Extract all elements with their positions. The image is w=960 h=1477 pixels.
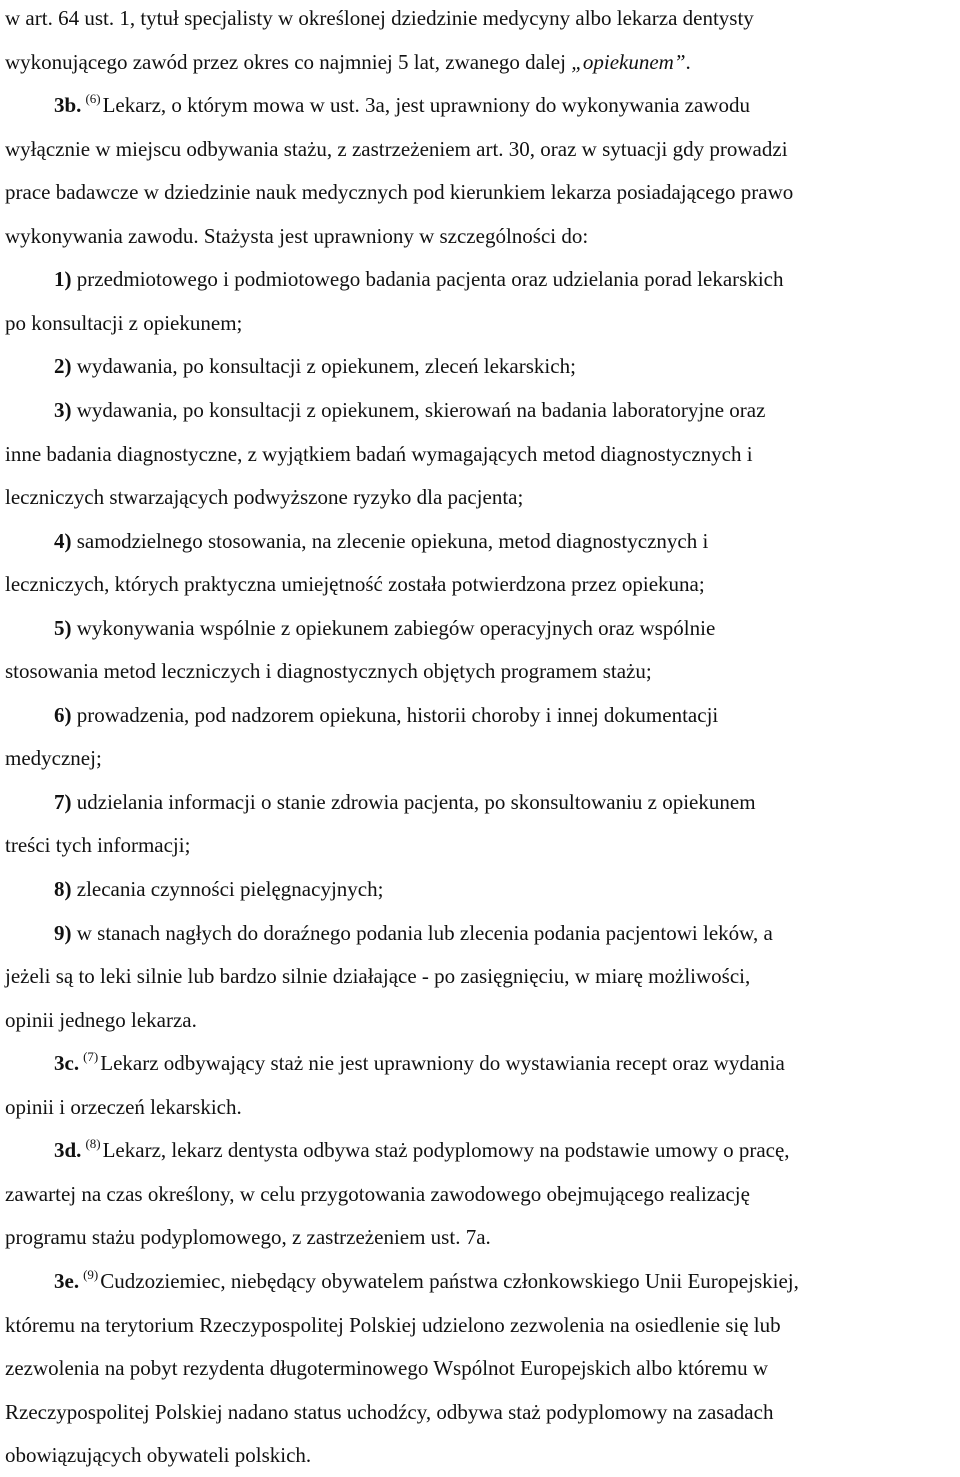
text-line	[5, 1215, 491, 1259]
text-line	[5, 998, 197, 1042]
line-text: wydawania, po konsultacji z opiekunem, zleceń lekarskich;	[71, 354, 576, 379]
line-text: w art. 64 ust. 1, tytuł specjalisty w określonej dziedzinie medycyny albo lekarza dentysty	[5, 6, 754, 30]
line-text: inne badania diagnostyczne, z wyjątkiem badań wymagających metod diagnostycznych i	[5, 441, 753, 466]
text-line	[5, 649, 652, 693]
line-text: zezwolenia na pobyt rezydenta długoterminowego Wspólnot Europejskich albo któremu w	[5, 1356, 768, 1381]
line-text: wyłącznie w miejscu odbywania stażu, z zastrzeżeniem art. 30, oraz w sytuacji gdy prowadzi	[5, 136, 788, 161]
text-line	[5, 736, 102, 780]
text-line	[54, 344, 576, 388]
text-line	[5, 0, 754, 40]
text-line	[54, 867, 383, 911]
footnote-ref: (7)	[83, 1049, 99, 1065]
text-line	[5, 475, 523, 519]
text-line	[5, 127, 788, 171]
line-text: udzielania informacji o stanie zdrowia pacjenta, po skonsultowaniu z opiekunem	[71, 789, 756, 814]
text-line	[5, 1390, 773, 1434]
line-text: stosowania metod leczniczych i diagnostycznych objętych programem stażu;	[5, 659, 652, 684]
line-text: treści tych informacji;	[5, 833, 191, 858]
text-line	[54, 606, 715, 650]
line-text: prowadzenia, pod nadzorem opiekuna, historii choroby i innej dokumentacji	[71, 702, 719, 727]
line-text: Cudzoziemiec, niebędący obywatelem państwa członkowskiego Unii Europejskiej,	[100, 1268, 799, 1293]
text-line	[54, 519, 708, 563]
footnote-ref: (9)	[83, 1266, 99, 1282]
text-line	[5, 1303, 781, 1347]
text-line	[5, 1085, 242, 1129]
line-text: Rzeczypospolitej Polskiej nadano status uchodźcy, odbywa staż podyplomowy na zasadach	[5, 1399, 774, 1424]
text-line	[5, 170, 793, 214]
line-text: w stanach nagłych do doraźnego podania lub zlecenia podania pacjentowi leków, a	[71, 920, 773, 945]
item-number: 3d.	[54, 1138, 82, 1163]
text-line	[5, 432, 753, 476]
item-number: 5)	[54, 615, 72, 640]
line-text: leczniczych stwarzających podwyższone ryzyko dla pacjenta;	[5, 485, 524, 510]
text-line	[5, 40, 691, 84]
text-line	[54, 780, 756, 824]
line-text: zlecania czynności pielęgnacyjnych;	[71, 877, 384, 901]
text-line	[5, 1172, 750, 1216]
line-text: Lekarz odbywający staż nie jest uprawniony do wystawiania recept oraz wydania	[100, 1051, 785, 1076]
line-text: po konsultacji z opiekunem;	[5, 310, 243, 335]
line-text: opinii jednego lekarza.	[5, 1007, 197, 1032]
item-number: 6)	[54, 702, 72, 727]
text-line	[54, 257, 783, 301]
line-text: któremu na terytorium Rzeczypospolitej Polskiej udzielono zezwolenia na osiedlenie się lub	[5, 1312, 781, 1337]
emphasis-text: „opiekunem”	[571, 49, 686, 74]
line-text: wykonywania wspólnie z opiekunem zabiegów operacyjnych oraz wspólnie	[71, 615, 716, 640]
text-line	[54, 1041, 785, 1085]
footnote-ref: (6)	[85, 91, 101, 107]
line-text: medycznej;	[5, 746, 102, 771]
footnote-ref: (8)	[85, 1136, 101, 1152]
line-text: wykonywania zawodu. Stażysta jest uprawniony w szczególności do:	[5, 223, 589, 248]
line-text: wydawania, po konsultacji z opiekunem, skierowań na badania laboratoryjne oraz	[71, 397, 766, 422]
text-line	[54, 83, 750, 127]
text-line	[54, 388, 765, 432]
line-text: .	[685, 49, 691, 74]
line-text: Lekarz, o którym mowa w ust. 3a, jest uprawniony do wykonywania zawodu	[102, 93, 750, 118]
text-line	[5, 301, 242, 345]
item-number: 3)	[54, 397, 72, 422]
item-number: 4)	[54, 528, 72, 553]
text-line	[5, 1346, 768, 1390]
line-text: opinii i orzeczeń lekarskich.	[5, 1094, 242, 1119]
line-text: samodzielnego stosowania, na zlecenie opiekuna, metod diagnostycznych i	[71, 528, 709, 553]
text-line	[5, 954, 750, 998]
item-number: 3b.	[54, 93, 82, 118]
text-line	[5, 823, 190, 867]
item-number: 1)	[54, 267, 72, 292]
line-text: przedmiotowego i podmiotowego badania pacjenta oraz udzielania porad lekarskich	[71, 267, 784, 292]
line-text: programu stażu podyplomowego, z zastrzeżeniem ust. 7a.	[5, 1225, 491, 1250]
line-text: wykonującego zawód przez okres co najmniej 5 lat, zwanego dalej	[5, 49, 572, 74]
line-text: leczniczych, których praktyczna umiejętność została potwierdzona przez opiekuna;	[5, 572, 705, 597]
item-number: 3c.	[54, 1051, 80, 1076]
item-number: 8)	[54, 877, 72, 901]
line-text: zawartej na czas określony, w celu przygotowania zawodowego obejmującego realizację	[5, 1181, 750, 1206]
line-text: Lekarz, lekarz dentysta odbywa staż podyplomowy na podstawie umowy o pracę,	[102, 1138, 790, 1163]
item-number: 2)	[54, 354, 72, 379]
item-number: 3e.	[54, 1268, 80, 1293]
text-line	[5, 562, 705, 606]
text-line	[5, 1433, 311, 1477]
text-line	[54, 1128, 790, 1172]
line-text: jeżeli są to leki silnie lub bardzo silnie działające - po zasięgnięciu, w miarę możliwości,	[5, 964, 751, 989]
item-number: 7)	[54, 789, 72, 814]
text-line	[54, 693, 718, 737]
line-text: prace badawcze w dziedzinie nauk medycznych pod kierunkiem lekarza posiadającego prawo	[5, 180, 794, 205]
line-text: obowiązujących obywateli polskich.	[5, 1443, 312, 1468]
item-number: 9)	[54, 920, 72, 945]
text-line	[5, 214, 588, 258]
text-line	[54, 911, 773, 955]
text-line	[54, 1259, 799, 1303]
